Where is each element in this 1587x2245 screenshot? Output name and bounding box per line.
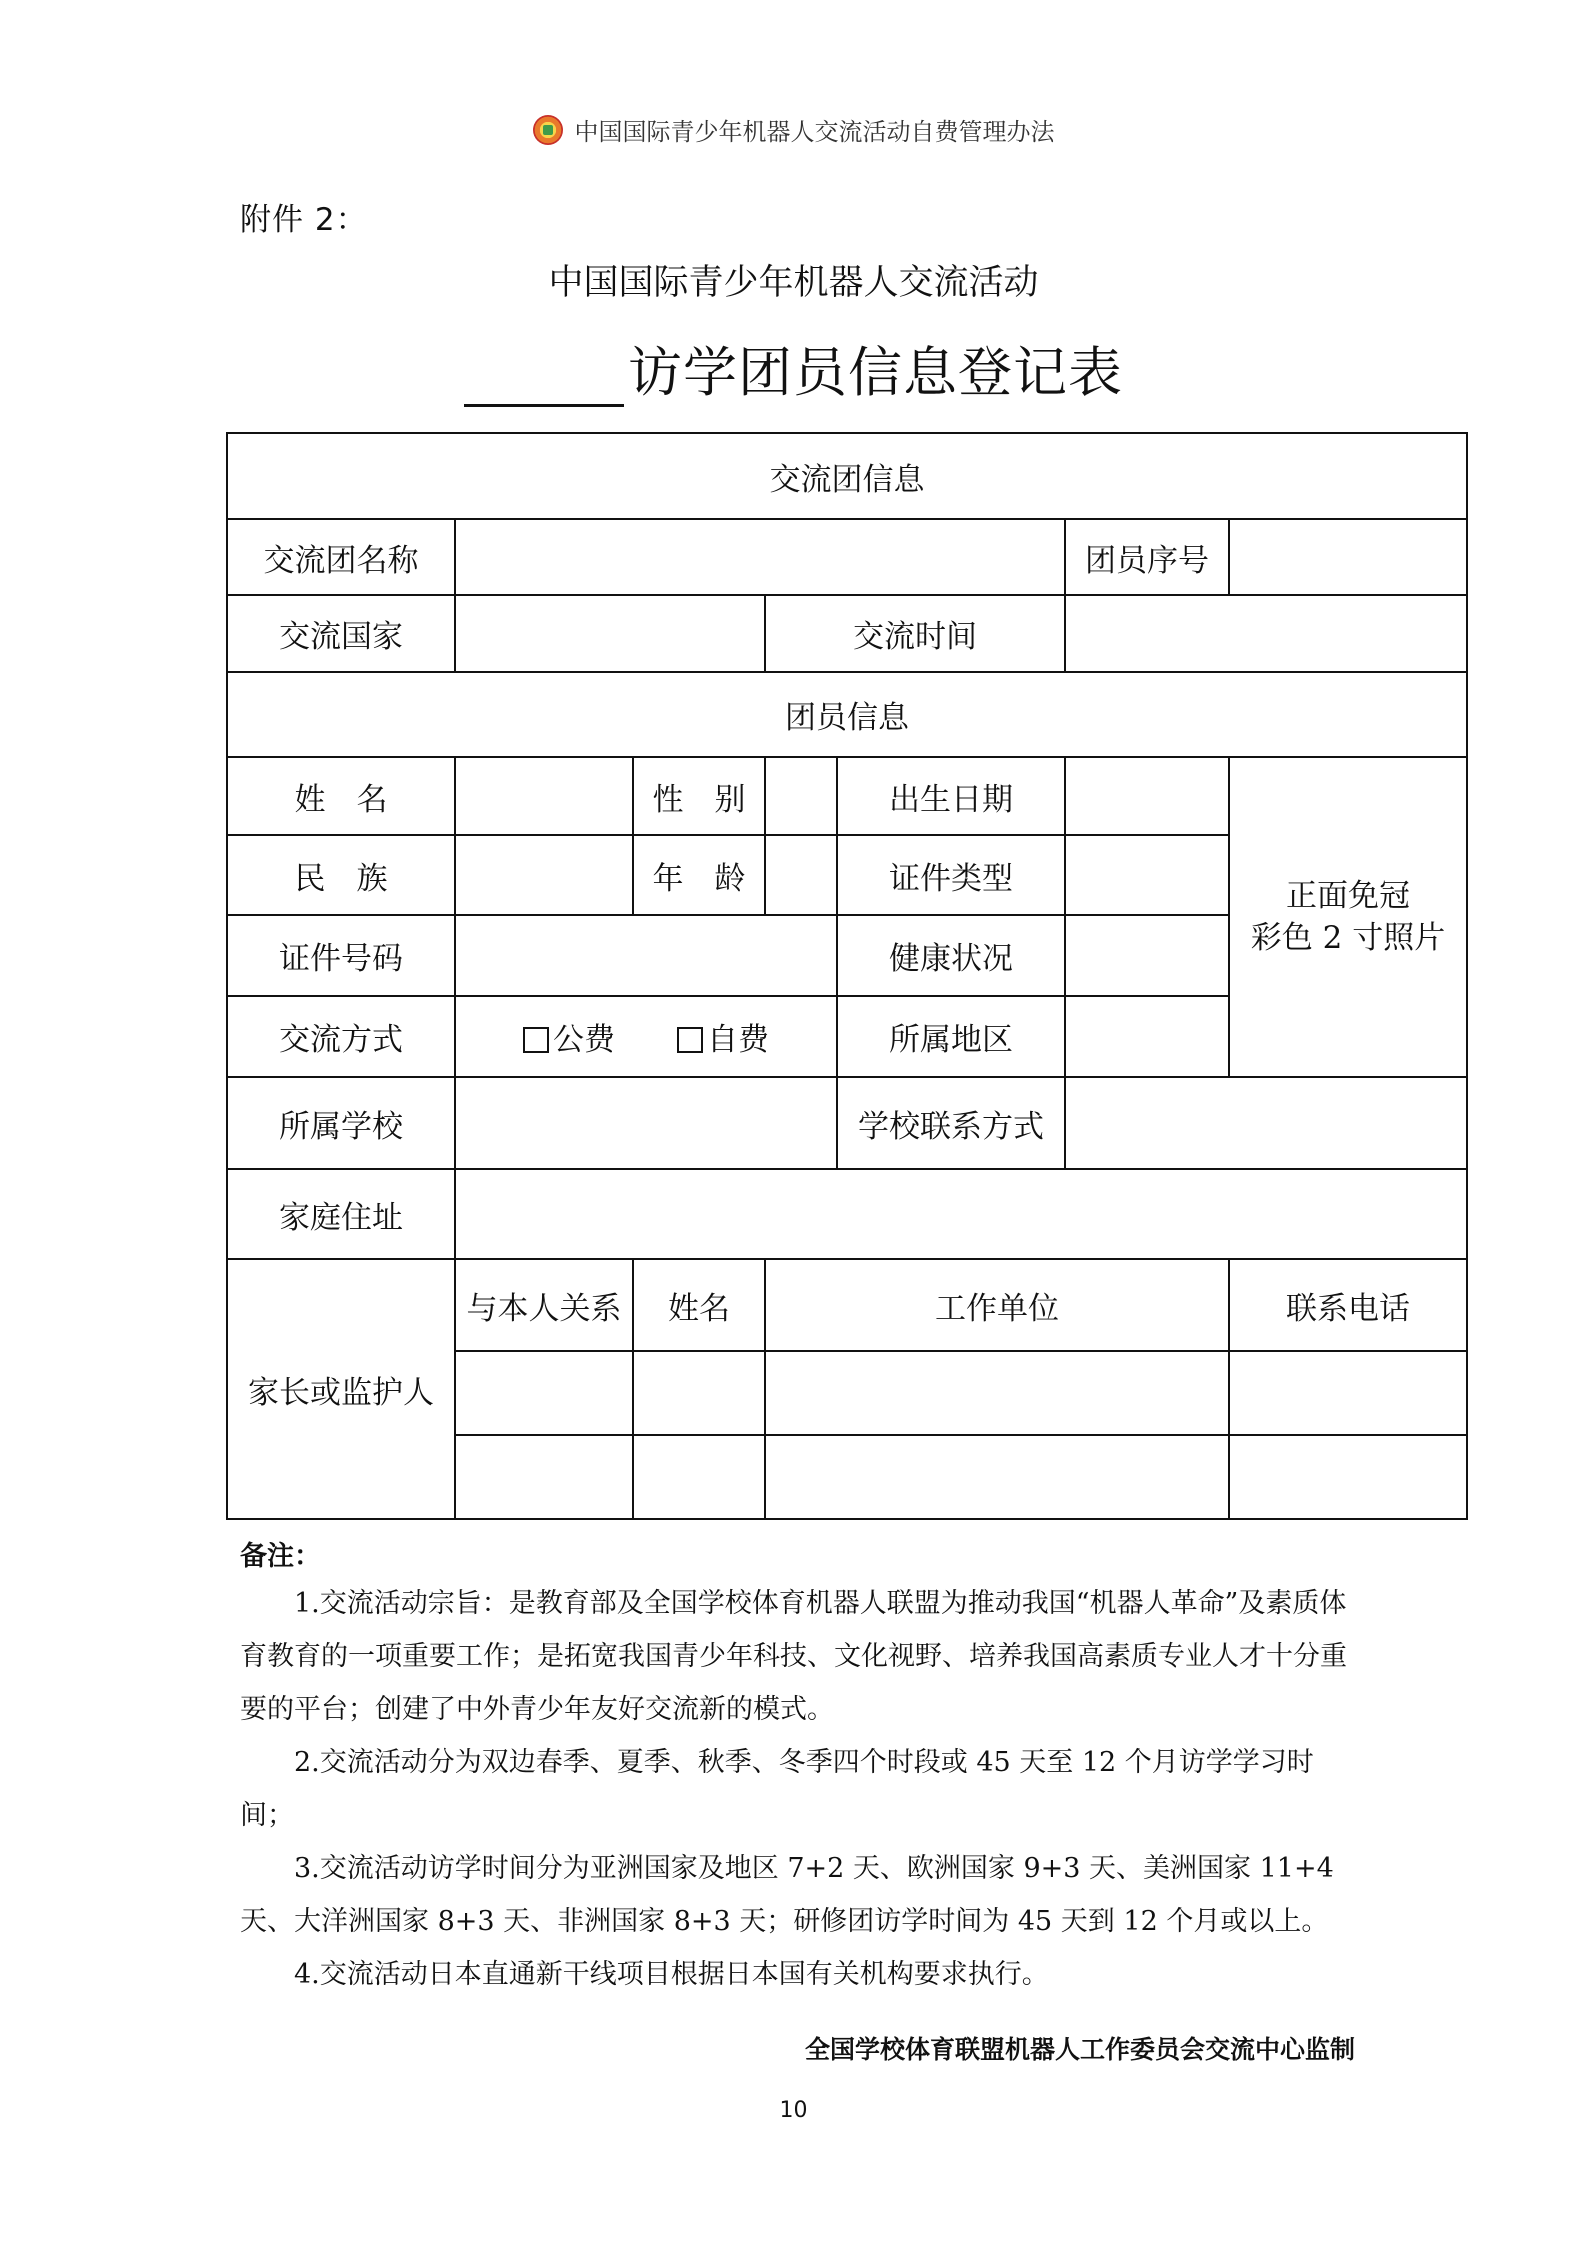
photo-box[interactable] [1229, 757, 1467, 1077]
ethnicity-field[interactable] [455, 835, 633, 915]
school-label: 所属学校 [227, 1077, 455, 1169]
health-label: 健康状况 [837, 915, 1065, 996]
issuer-signature: 全国学校体育联盟机器人工作委员会交流中心监制 [804, 2035, 1355, 2064]
form-title-line2 [0, 330, 1587, 407]
country-label: 交流国家 [227, 595, 455, 672]
exchange-mode-label: 交流方式 [227, 996, 455, 1077]
note-item-3: 3.交流活动访学时间分为亚洲国家及地区 7+2 天、欧洲国家 9+3 天、美洲国家 11+4 天、大洋洲国家 8+3 天、非洲国家 8+3 天；研修团访学时间为 45 天到 12 个月或以上。 [240, 1853, 1334, 1937]
school-contact-label: 学校联系方式 [837, 1077, 1065, 1169]
school-contact-field[interactable] [1065, 1077, 1467, 1169]
guardian1-name-field[interactable] [633, 1351, 765, 1435]
health-field[interactable] [1065, 915, 1229, 996]
guardian-col-employer: 工作单位 [765, 1259, 1229, 1351]
registration-form-table [226, 432, 1468, 1520]
notes-section [240, 1537, 1360, 2001]
note-item-4: 4.交流活动日本直通新干线项目根据日本国有关机构要求执行。 [294, 1959, 1049, 1990]
birthdate-label: 出生日期 [837, 757, 1065, 835]
address-label: 家庭住址 [227, 1169, 455, 1259]
exchange-time-field[interactable] [1065, 595, 1467, 672]
id-number-label: 证件号码 [227, 915, 455, 996]
public-checkbox-icon[interactable] [523, 1027, 549, 1053]
organization-logo-icon [533, 115, 563, 145]
guardian2-employer-field[interactable] [765, 1435, 1229, 1519]
guardian-col-name: 姓名 [633, 1259, 765, 1351]
gender-field[interactable] [765, 757, 837, 835]
name-label: 姓 名 [227, 757, 455, 835]
form-title-text: 访学团员信息登记表 [628, 341, 1123, 404]
self-checkbox-icon[interactable] [677, 1027, 703, 1053]
option-public-funded[interactable] [523, 1014, 615, 1059]
region-label: 所属地区 [837, 996, 1065, 1077]
address-field[interactable] [455, 1169, 1467, 1259]
school-field[interactable] [455, 1077, 837, 1169]
guardian-col-relation: 与本人关系 [455, 1259, 633, 1351]
age-field[interactable] [765, 835, 837, 915]
photo-instruction-line1: 正面免冠 [1286, 878, 1411, 914]
exchange-time-label: 交流时间 [765, 595, 1065, 672]
attachment-label: 附件 2： [240, 202, 368, 238]
member-no-label: 团员序号 [1065, 519, 1229, 595]
age-label: 年 龄 [633, 835, 765, 915]
id-type-field[interactable] [1065, 835, 1229, 915]
group-name-label: 交流团名称 [227, 519, 455, 595]
id-type-label: 证件类型 [837, 835, 1065, 915]
page-header [0, 112, 1587, 147]
id-number-field[interactable] [455, 915, 837, 996]
guardian2-phone-field[interactable] [1229, 1435, 1467, 1519]
title-blank-field[interactable] [464, 352, 624, 407]
region-field[interactable] [1065, 996, 1229, 1077]
gender-label: 性 别 [633, 757, 765, 835]
option-self-funded[interactable] [677, 1014, 769, 1059]
note-item-2: 2.交流活动分为双边春季、夏季、秋季、冬季四个时段或 45 天至 12 个月访学学习时间； [240, 1747, 1314, 1831]
note-item-1: 1.交流活动宗旨：是教育部及全国学校体育机器人联盟为推动我国“机器人革命”及素质体育教育的一项重要工作；是拓宽我国青少年科技、文化视野、培养我国高素质专业人才十分重要的平台；创建了中外青少年友好交流新的模式。 [240, 1588, 1347, 1725]
guardian2-name-field[interactable] [633, 1435, 765, 1519]
option-self-label: 自费 [707, 1022, 769, 1058]
option-public-label: 公费 [553, 1022, 615, 1058]
guardian1-phone-field[interactable] [1229, 1351, 1467, 1435]
exchange-mode-options [455, 996, 837, 1077]
section-title-member-info: 团员信息 [227, 672, 1467, 757]
guardian-label: 家长或监护人 [227, 1259, 455, 1519]
guardian1-relation-field[interactable] [455, 1351, 633, 1435]
header-doc-title: 中国国际青少年机器人交流活动自费管理办法 [574, 118, 1055, 146]
ethnicity-label: 民 族 [227, 835, 455, 915]
guardian2-relation-field[interactable] [455, 1435, 633, 1519]
photo-instruction-line2: 彩色 2 寸照片 [1250, 920, 1446, 956]
group-name-field[interactable] [455, 519, 1065, 595]
country-field[interactable] [455, 595, 765, 672]
notes-title: 备注： [240, 1541, 321, 1572]
guardian1-employer-field[interactable] [765, 1351, 1229, 1435]
form-title-line1: 中国国际青少年机器人交流活动 [548, 263, 1039, 303]
section-title-group-info: 交流团信息 [227, 433, 1467, 519]
name-field[interactable] [455, 757, 633, 835]
guardian-col-phone: 联系电话 [1229, 1259, 1467, 1351]
birthdate-field[interactable] [1065, 757, 1229, 835]
member-no-field[interactable] [1229, 519, 1467, 595]
page-number: 10 [779, 2098, 808, 2123]
